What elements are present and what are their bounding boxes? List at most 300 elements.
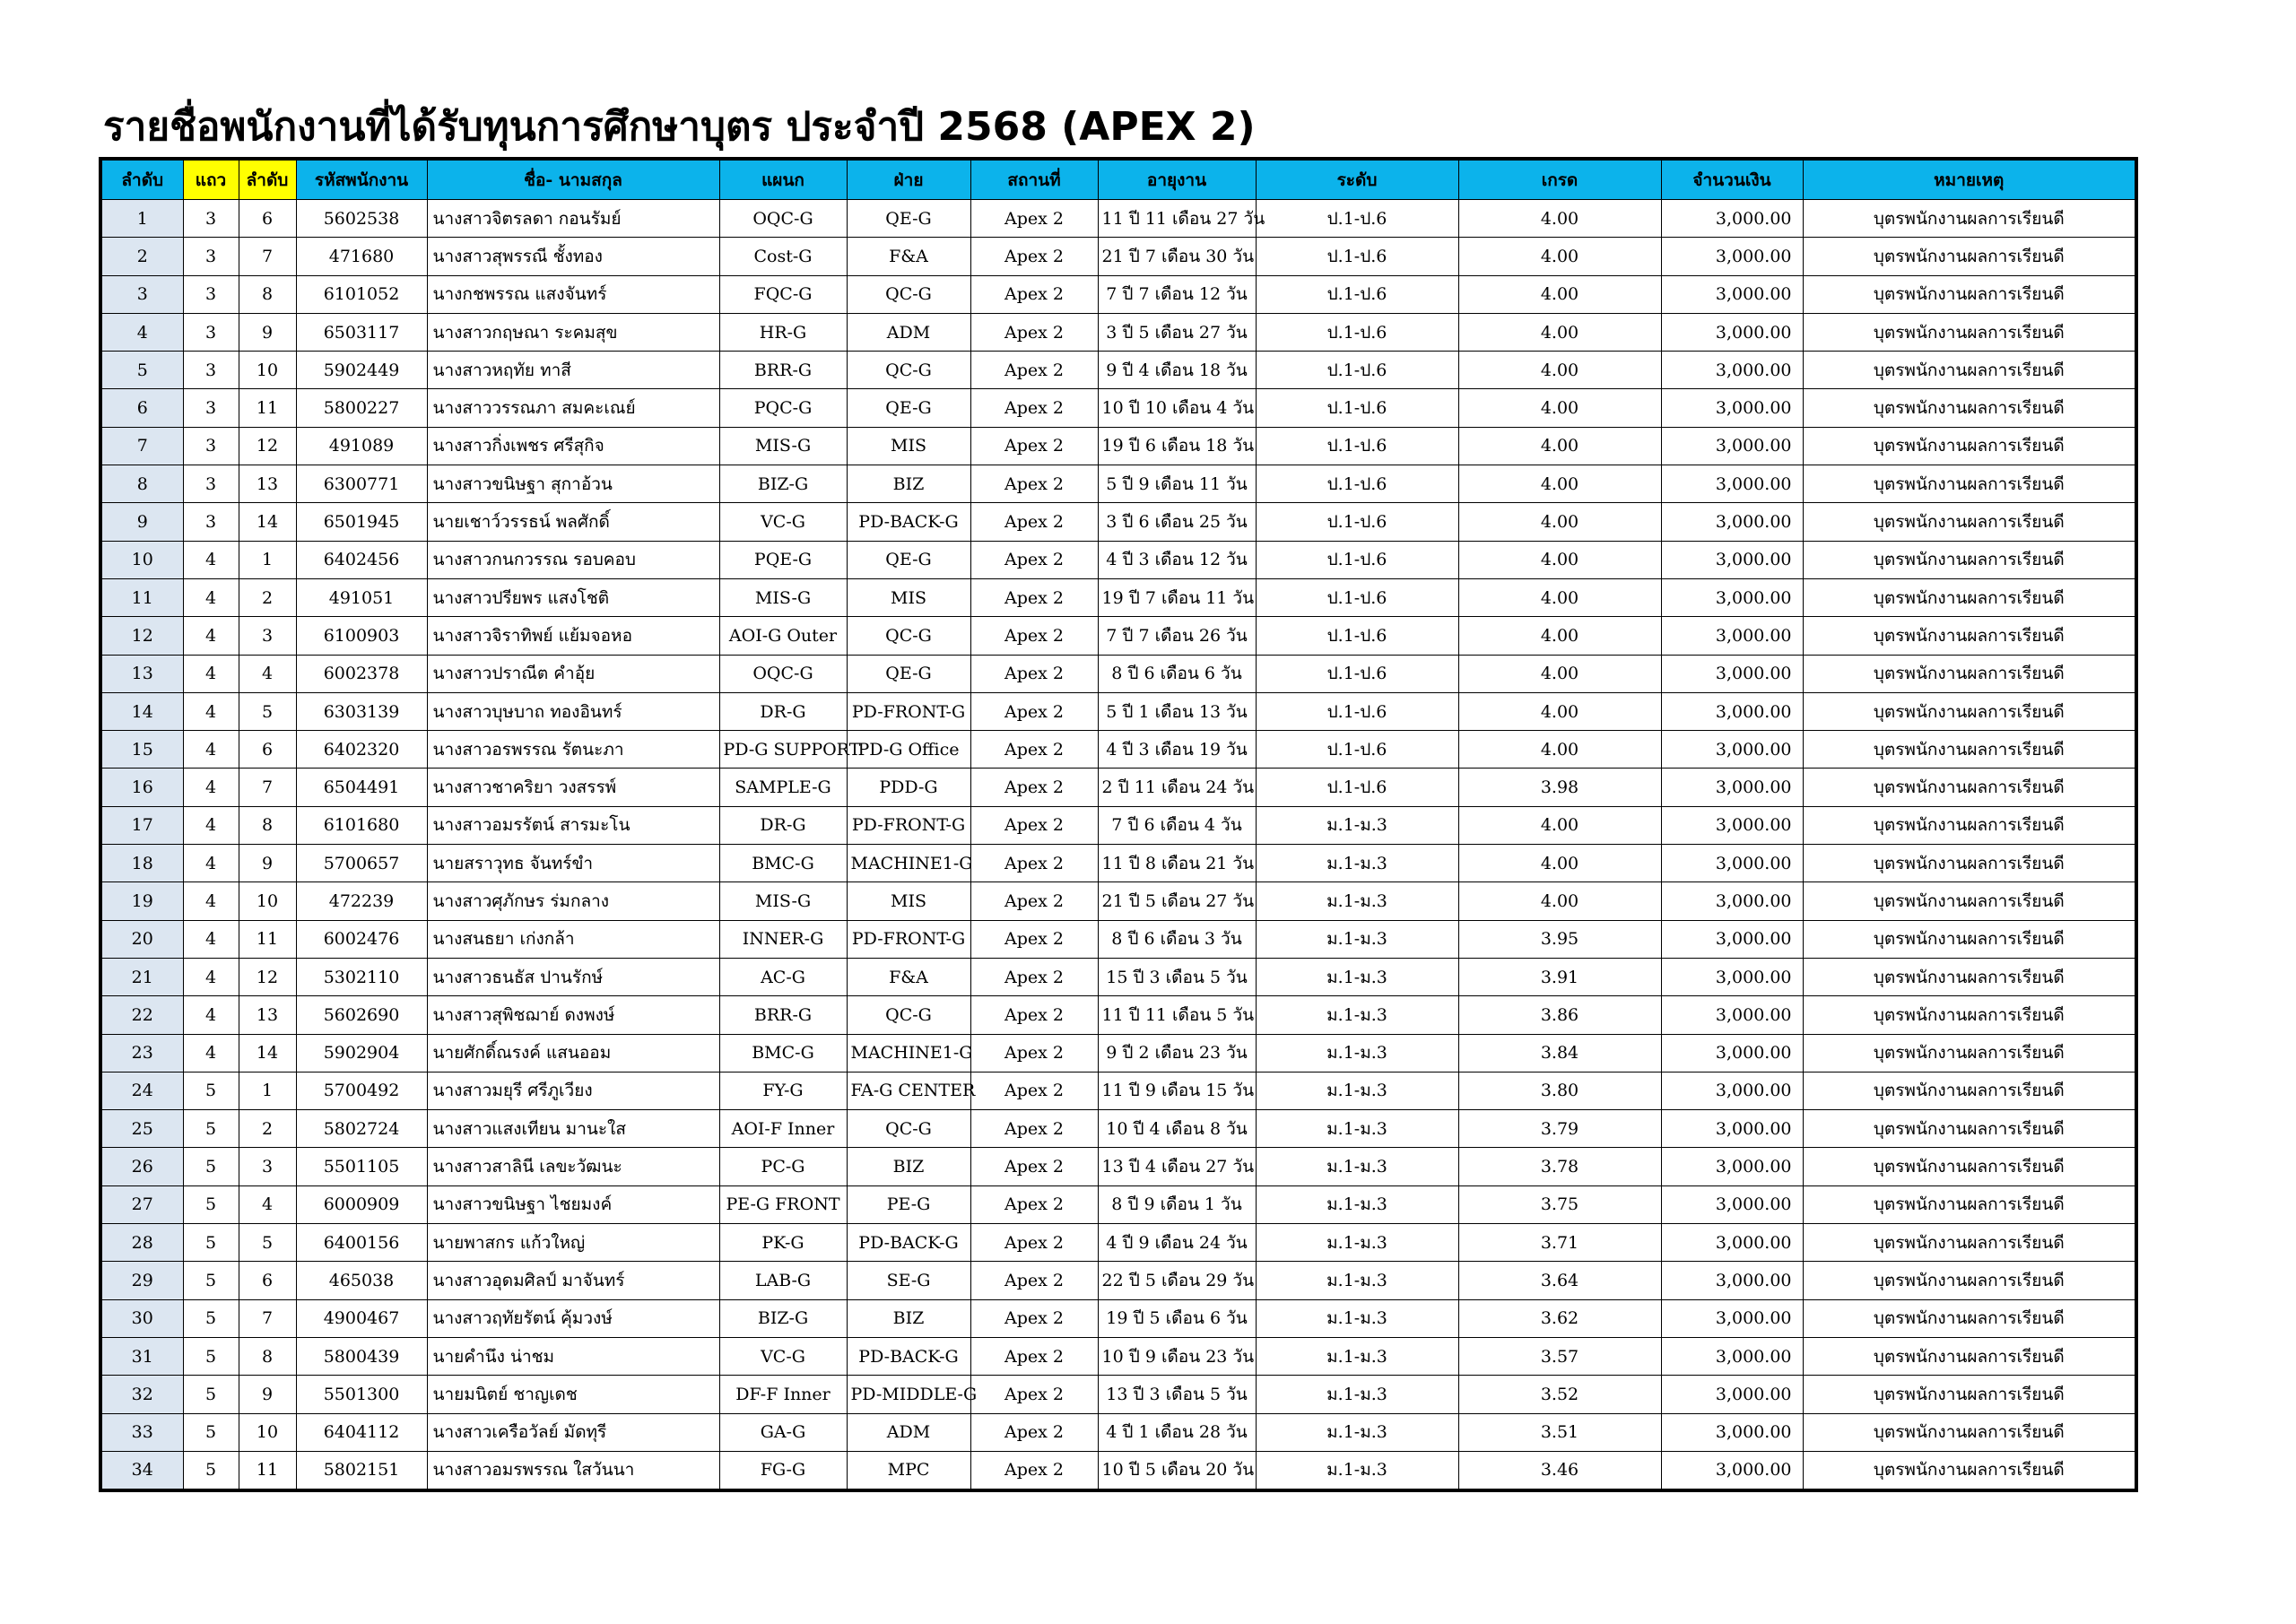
table-cell: 3,000.00	[1661, 920, 1803, 958]
table-cell: Apex 2	[970, 1262, 1098, 1299]
table-cell: นางสาวฤทัยรัตน์ คุ้มวงษ์	[427, 1299, 719, 1337]
table-cell: BIZ-G	[719, 465, 847, 503]
table-cell: 6000909	[296, 1185, 427, 1223]
table-cell: บุตรพนักงานผลการเรียนดี	[1803, 769, 2136, 806]
table-cell: 13 ปี 4 เดือน 27 วัน	[1098, 1148, 1256, 1185]
table-row	[100, 541, 2136, 578]
table-cell: 9 ปี 2 เดือน 23 วัน	[1098, 1034, 1256, 1072]
table-cell: 3,000.00	[1661, 465, 1803, 503]
table-row	[100, 769, 2136, 806]
table-cell: 10 ปี 5 เดือน 20 วัน	[1098, 1451, 1256, 1490]
table-cell: ม.1-ม.3	[1256, 1299, 1458, 1337]
table-cell: MPC	[847, 1451, 970, 1490]
page-title: รายชื่อพนักงานที่ได้รับทุนการศึกษาบุตร ประจำปี 2568 (APEX 2)	[103, 104, 1256, 150]
table-cell: 5	[183, 1262, 239, 1299]
table-cell: 9	[239, 845, 296, 882]
table-cell: 7 ปี 6 เดือน 4 วัน	[1098, 806, 1256, 844]
table-cell: OQC-G	[719, 200, 847, 238]
table-cell: ม.1-ม.3	[1256, 1224, 1458, 1262]
table-cell: 3,000.00	[1661, 275, 1803, 313]
table-cell: ม.1-ม.3	[1256, 1034, 1458, 1072]
table-cell: บุตรพนักงานผลการเรียนดี	[1803, 313, 2136, 351]
table-cell: GA-G	[719, 1413, 847, 1451]
header-cell: ลำดับ	[239, 159, 296, 200]
table-cell: 9 ปี 4 เดือน 18 วัน	[1098, 352, 1256, 389]
table-cell: 2	[100, 238, 183, 275]
table-cell: 4.00	[1458, 275, 1661, 313]
header-cell: สถานที่	[970, 159, 1098, 200]
table-cell: ม.1-ม.3	[1256, 1262, 1458, 1299]
table-cell: 3	[183, 200, 239, 238]
table-cell: Apex 2	[970, 806, 1098, 844]
table-cell: 4	[183, 806, 239, 844]
table-cell: 4	[183, 731, 239, 769]
table-cell: 11 ปี 11 เดือน 27 วัน	[1098, 200, 1256, 238]
table-cell: Apex 2	[970, 1110, 1098, 1148]
table-cell: QC-G	[847, 275, 970, 313]
table-cell: QE-G	[847, 200, 970, 238]
table-row	[100, 996, 2136, 1034]
table-cell: MACHINE1-G	[847, 1034, 970, 1072]
table-cell: 6	[239, 1262, 296, 1299]
table-cell: บุตรพนักงานผลการเรียนดี	[1803, 845, 2136, 882]
table-cell: 3,000.00	[1661, 238, 1803, 275]
table-cell: 4	[183, 996, 239, 1034]
table-cell: ม.1-ม.3	[1256, 1376, 1458, 1413]
table-cell: 5	[183, 1376, 239, 1413]
table-cell: 4	[183, 882, 239, 920]
table-cell: 4 ปี 3 เดือน 19 วัน	[1098, 731, 1256, 769]
table-cell: AOI-F Inner	[719, 1110, 847, 1148]
table-cell: Apex 2	[970, 1451, 1098, 1490]
table-cell: Apex 2	[970, 692, 1098, 730]
table-cell: PD-FRONT-G	[847, 692, 970, 730]
table-row	[100, 503, 2136, 541]
table-cell: Apex 2	[970, 465, 1098, 503]
table-cell: นางสาวแสงเทียน มานะใส	[427, 1110, 719, 1148]
table-cell: 9	[239, 313, 296, 351]
table-cell: Apex 2	[970, 427, 1098, 465]
table-cell: นางสาวจิราทิพย์ แย้มจอหอ	[427, 617, 719, 655]
table-cell: QE-G	[847, 389, 970, 427]
table-cell: SE-G	[847, 1262, 970, 1299]
table-cell: ป.1-ป.6	[1256, 352, 1458, 389]
table-cell: 7	[100, 427, 183, 465]
table-cell: 5501105	[296, 1148, 427, 1185]
table-cell: บุตรพนักงานผลการเรียนดี	[1803, 692, 2136, 730]
table-cell: นายมนิตย์ ชาญเดช	[427, 1376, 719, 1413]
table-cell: 8 ปี 6 เดือน 3 วัน	[1098, 920, 1256, 958]
table-cell: 4.00	[1458, 200, 1661, 238]
table-cell: 3,000.00	[1661, 578, 1803, 616]
table-cell: ป.1-ป.6	[1256, 503, 1458, 541]
table-cell: บุตรพนักงานผลการเรียนดี	[1803, 1376, 2136, 1413]
table-cell: 7	[239, 238, 296, 275]
table-cell: 3,000.00	[1661, 1034, 1803, 1072]
header-cell: รหัสพนักงาน	[296, 159, 427, 200]
table-cell: 3,000.00	[1661, 427, 1803, 465]
table-cell: LAB-G	[719, 1262, 847, 1299]
table-cell: 6402320	[296, 731, 427, 769]
table-cell: บุตรพนักงานผลการเรียนดี	[1803, 731, 2136, 769]
table-cell: Apex 2	[970, 731, 1098, 769]
table-cell: Apex 2	[970, 845, 1098, 882]
table-cell: BIZ-G	[719, 1299, 847, 1337]
table-cell: HR-G	[719, 313, 847, 351]
table-cell: บุตรพนักงานผลการเรียนดี	[1803, 427, 2136, 465]
table-cell: 4	[183, 617, 239, 655]
table-cell: 4.00	[1458, 427, 1661, 465]
table-cell: 21 ปี 5 เดือน 27 วัน	[1098, 882, 1256, 920]
table-cell: BIZ	[847, 1148, 970, 1185]
table-cell: QC-G	[847, 352, 970, 389]
table-cell: 8 ปี 9 เดือน 1 วัน	[1098, 1185, 1256, 1223]
table-cell: MIS-G	[719, 578, 847, 616]
table-cell: นางสาวอมรรัตน์ สารมะโน	[427, 806, 719, 844]
scholarship-table	[99, 157, 2138, 1492]
table-cell: บุตรพนักงานผลการเรียนดี	[1803, 275, 2136, 313]
table-cell: 472239	[296, 882, 427, 920]
table-row	[100, 389, 2136, 427]
table-cell: ม.1-ม.3	[1256, 1337, 1458, 1375]
table-cell: Apex 2	[970, 503, 1098, 541]
table-cell: บุตรพนักงานผลการเรียนดี	[1803, 1451, 2136, 1490]
table-cell: 18	[100, 845, 183, 882]
table-cell: 28	[100, 1224, 183, 1262]
table-cell: 4	[183, 578, 239, 616]
table-cell: บุตรพนักงานผลการเรียนดี	[1803, 1337, 2136, 1375]
header-cell: อายุงาน	[1098, 159, 1256, 200]
table-cell: PD-FRONT-G	[847, 806, 970, 844]
table-cell: ป.1-ป.6	[1256, 578, 1458, 616]
table-cell: 3.86	[1458, 996, 1661, 1034]
table-cell: SAMPLE-G	[719, 769, 847, 806]
table-cell: 4.00	[1458, 313, 1661, 351]
table-cell: 3,000.00	[1661, 1072, 1803, 1109]
table-cell: Apex 2	[970, 1185, 1098, 1223]
table-cell: PQC-G	[719, 389, 847, 427]
table-cell: 4	[183, 769, 239, 806]
table-cell: 6402456	[296, 541, 427, 578]
table-cell: บุตรพนักงานผลการเรียนดี	[1803, 503, 2136, 541]
table-cell: 19	[100, 882, 183, 920]
header-cell: หมายเหตุ	[1803, 159, 2136, 200]
table-cell: 4 ปี 9 เดือน 24 วัน	[1098, 1224, 1256, 1262]
table-cell: 3	[183, 352, 239, 389]
table-row	[100, 731, 2136, 769]
table-cell: Apex 2	[970, 1072, 1098, 1109]
table-cell: 3,000.00	[1661, 1224, 1803, 1262]
table-cell: 27	[100, 1185, 183, 1223]
table-cell: บุตรพนักงานผลการเรียนดี	[1803, 389, 2136, 427]
table-cell: 4	[183, 958, 239, 995]
table-cell: 3	[183, 503, 239, 541]
table-cell: ม.1-ม.3	[1256, 882, 1458, 920]
table-cell: 3	[100, 275, 183, 313]
table-cell: Apex 2	[970, 617, 1098, 655]
table-cell: 3.98	[1458, 769, 1661, 806]
table-cell: 30	[100, 1299, 183, 1337]
table-cell: 12	[239, 958, 296, 995]
table-cell: 4900467	[296, 1299, 427, 1337]
table-cell: 25	[100, 1110, 183, 1148]
table-cell: ม.1-ม.3	[1256, 806, 1458, 844]
table-cell: QC-G	[847, 996, 970, 1034]
table-cell: 3	[183, 313, 239, 351]
table-cell: DF-F Inner	[719, 1376, 847, 1413]
table-cell: 3.51	[1458, 1413, 1661, 1451]
table-cell: 3	[239, 617, 296, 655]
table-cell: 7 ปี 7 เดือน 12 วัน	[1098, 275, 1256, 313]
table-cell: 6501945	[296, 503, 427, 541]
table-cell: 3	[183, 389, 239, 427]
table-cell: 5700657	[296, 845, 427, 882]
table-cell: 16	[100, 769, 183, 806]
table-cell: PK-G	[719, 1224, 847, 1262]
header-cell: เกรด	[1458, 159, 1661, 200]
table-cell: 19 ปี 5 เดือน 6 วัน	[1098, 1299, 1256, 1337]
table-header	[100, 159, 2136, 200]
table-row	[100, 313, 2136, 351]
table-cell: 10	[239, 352, 296, 389]
table-cell: 5	[183, 1072, 239, 1109]
table-cell: 3,000.00	[1661, 617, 1803, 655]
table-cell: 34	[100, 1451, 183, 1490]
table-row	[100, 1413, 2136, 1451]
table-cell: 33	[100, 1413, 183, 1451]
table-cell: 5700492	[296, 1072, 427, 1109]
table-cell: 3,000.00	[1661, 958, 1803, 995]
table-row	[100, 238, 2136, 275]
table-cell: PD-MIDDLE-G	[847, 1376, 970, 1413]
table-cell: 11 ปี 8 เดือน 21 วัน	[1098, 845, 1256, 882]
table-cell: นางสาววรรณภา สมคะเณย์	[427, 389, 719, 427]
table-cell: นางสาวกนกวรรณ รอบคอบ	[427, 541, 719, 578]
table-cell: 11	[100, 578, 183, 616]
table-cell: 12	[239, 427, 296, 465]
table-cell: 4.00	[1458, 503, 1661, 541]
table-cell: ป.1-ป.6	[1256, 389, 1458, 427]
table-cell: 3.95	[1458, 920, 1661, 958]
table-cell: 3.84	[1458, 1034, 1661, 1072]
table-cell: QE-G	[847, 655, 970, 692]
table-cell: 11 ปี 11 เดือน 5 วัน	[1098, 996, 1256, 1034]
table-cell: 3	[183, 238, 239, 275]
table-cell: Apex 2	[970, 313, 1098, 351]
table-cell: นางสาวอรพรรณ รัตนะภา	[427, 731, 719, 769]
table-cell: นางสาวเครือวัลย์ มัดทุรี	[427, 1413, 719, 1451]
table-cell: Apex 2	[970, 1299, 1098, 1337]
table-row	[100, 1376, 2136, 1413]
table-cell: ม.1-ม.3	[1256, 920, 1458, 958]
table-cell: นางสาวศุภักษร ร่มกลาง	[427, 882, 719, 920]
table-cell: บุตรพนักงานผลการเรียนดี	[1803, 655, 2136, 692]
table-cell: 4.00	[1458, 731, 1661, 769]
table-cell: Apex 2	[970, 882, 1098, 920]
table-cell: 11	[239, 1451, 296, 1490]
table-cell: FQC-G	[719, 275, 847, 313]
table-cell: 471680	[296, 238, 427, 275]
table-cell: ป.1-ป.6	[1256, 200, 1458, 238]
table-cell: 3	[183, 275, 239, 313]
table-cell: บุตรพนักงานผลการเรียนดี	[1803, 806, 2136, 844]
table-row	[100, 427, 2136, 465]
table-cell: 3,000.00	[1661, 1148, 1803, 1185]
table-cell: 3,000.00	[1661, 352, 1803, 389]
table-cell: นางสาวกิ่งเพชร ศรีสุกิจ	[427, 427, 719, 465]
table-cell: 19 ปี 6 เดือน 18 วัน	[1098, 427, 1256, 465]
table-cell: 3,000.00	[1661, 1413, 1803, 1451]
table-cell: 7	[239, 769, 296, 806]
table-cell: 6	[100, 389, 183, 427]
table-cell: Apex 2	[970, 1224, 1098, 1262]
table-cell: 3,000.00	[1661, 882, 1803, 920]
table-cell: นางสาวธนธัส ปานรักษ์	[427, 958, 719, 995]
table-cell: นายคำนึง น่าชม	[427, 1337, 719, 1375]
header-cell: จำนวนเงิน	[1661, 159, 1803, 200]
table-cell: บุตรพนักงานผลการเรียนดี	[1803, 1413, 2136, 1451]
header-cell: ฝ่าย	[847, 159, 970, 200]
header-cell: ชื่อ- นามสกุล	[427, 159, 719, 200]
table-cell: 5	[239, 1224, 296, 1262]
table-cell: 6404112	[296, 1413, 427, 1451]
table-cell: Apex 2	[970, 275, 1098, 313]
table-cell: 3,000.00	[1661, 655, 1803, 692]
table-cell: 3	[183, 427, 239, 465]
table-cell: บุตรพนักงานผลการเรียนดี	[1803, 882, 2136, 920]
table-cell: 465038	[296, 1262, 427, 1299]
table-cell: 5	[183, 1110, 239, 1148]
table-cell: 4.00	[1458, 238, 1661, 275]
table-cell: 8	[239, 1337, 296, 1375]
table-cell: PD-FRONT-G	[847, 920, 970, 958]
header-cell: แถว	[183, 159, 239, 200]
table-cell: Apex 2	[970, 769, 1098, 806]
table-cell: 4	[239, 655, 296, 692]
table-cell: 5802724	[296, 1110, 427, 1148]
table-cell: 4.00	[1458, 845, 1661, 882]
table-cell: 5302110	[296, 958, 427, 995]
table-cell: 3,000.00	[1661, 541, 1803, 578]
table-cell: 5	[239, 692, 296, 730]
table-cell: ป.1-ป.6	[1256, 617, 1458, 655]
table-row	[100, 275, 2136, 313]
table-cell: 32	[100, 1376, 183, 1413]
table-cell: 1	[239, 1072, 296, 1109]
table-cell: 6303139	[296, 692, 427, 730]
table-cell: บุตรพนักงานผลการเรียนดี	[1803, 1224, 2136, 1262]
table-cell: 6002476	[296, 920, 427, 958]
table-cell: 5501300	[296, 1376, 427, 1413]
table-cell: 4.00	[1458, 882, 1661, 920]
table-cell: 4	[183, 845, 239, 882]
table-cell: Apex 2	[970, 1376, 1098, 1413]
table-cell: ม.1-ม.3	[1256, 1072, 1458, 1109]
table-cell: 491089	[296, 427, 427, 465]
table-cell: 11	[239, 389, 296, 427]
table-row	[100, 617, 2136, 655]
table-cell: 3,000.00	[1661, 313, 1803, 351]
table-cell: Apex 2	[970, 352, 1098, 389]
table-cell: 1	[100, 200, 183, 238]
table-cell: บุตรพนักงานผลการเรียนดี	[1803, 465, 2136, 503]
table-cell: 8	[100, 465, 183, 503]
table-cell: 6101680	[296, 806, 427, 844]
table-cell: Apex 2	[970, 1148, 1098, 1185]
table-cell: 9	[239, 1376, 296, 1413]
table-row	[100, 1337, 2136, 1375]
table-cell: 3	[183, 465, 239, 503]
table-cell: ม.1-ม.3	[1256, 1451, 1458, 1490]
table-cell: PD-G Office	[847, 731, 970, 769]
table-cell: Apex 2	[970, 1413, 1098, 1451]
table-cell: QE-G	[847, 541, 970, 578]
table-cell: 11 ปี 9 เดือน 15 วัน	[1098, 1072, 1256, 1109]
table-cell: 3,000.00	[1661, 389, 1803, 427]
table-row	[100, 692, 2136, 730]
table-cell: 5	[183, 1299, 239, 1337]
table-cell: VC-G	[719, 1337, 847, 1375]
table-cell: 4	[183, 541, 239, 578]
table-cell: ป.1-ป.6	[1256, 238, 1458, 275]
table-cell: 4 ปี 3 เดือน 12 วัน	[1098, 541, 1256, 578]
table-cell: ม.1-ม.3	[1256, 1185, 1458, 1223]
table-cell: 3.71	[1458, 1224, 1661, 1262]
header-row	[100, 159, 2136, 200]
table-cell: ป.1-ป.6	[1256, 769, 1458, 806]
table-cell: 4	[239, 1185, 296, 1223]
table-cell: 3	[239, 1148, 296, 1185]
table-cell: 24	[100, 1072, 183, 1109]
table-cell: นางสาวอุดมศิลป์ มาจันทร์	[427, 1262, 719, 1299]
table-cell: 3,000.00	[1661, 845, 1803, 882]
table-row	[100, 1185, 2136, 1223]
table-cell: 6300771	[296, 465, 427, 503]
table-row	[100, 352, 2136, 389]
table-cell: 29	[100, 1262, 183, 1299]
table-cell: บุตรพนักงานผลการเรียนดี	[1803, 617, 2136, 655]
table-cell: 4.00	[1458, 541, 1661, 578]
table-cell: บุตรพนักงานผลการเรียนดี	[1803, 920, 2136, 958]
table-cell: 3.78	[1458, 1148, 1661, 1185]
table-cell: นางกชพรรณ แสงจันทร์	[427, 275, 719, 313]
table-cell: Apex 2	[970, 655, 1098, 692]
table-cell: 13	[239, 465, 296, 503]
table-cell: 4.00	[1458, 389, 1661, 427]
table-cell: 6101052	[296, 275, 427, 313]
table-cell: 10	[100, 541, 183, 578]
table-cell: 3,000.00	[1661, 996, 1803, 1034]
table-cell: 21 ปี 7 เดือน 30 วัน	[1098, 238, 1256, 275]
table-cell: ม.1-ม.3	[1256, 1413, 1458, 1451]
table-cell: 3,000.00	[1661, 806, 1803, 844]
table-cell: ม.1-ม.3	[1256, 1148, 1458, 1185]
table-cell: นางสาวปราณีต คำอุ้ย	[427, 655, 719, 692]
table-cell: QC-G	[847, 617, 970, 655]
table-cell: 5800227	[296, 389, 427, 427]
table-cell: 10	[239, 882, 296, 920]
table-cell: Cost-G	[719, 238, 847, 275]
table-cell: QC-G	[847, 1110, 970, 1148]
table-row	[100, 465, 2136, 503]
table-cell: 9	[100, 503, 183, 541]
table-cell: BRR-G	[719, 996, 847, 1034]
table-cell: 4	[183, 692, 239, 730]
table-cell: 5602538	[296, 200, 427, 238]
table-cell: บุตรพนักงานผลการเรียนดี	[1803, 578, 2136, 616]
table-cell: PDD-G	[847, 769, 970, 806]
table-row	[100, 200, 2136, 238]
